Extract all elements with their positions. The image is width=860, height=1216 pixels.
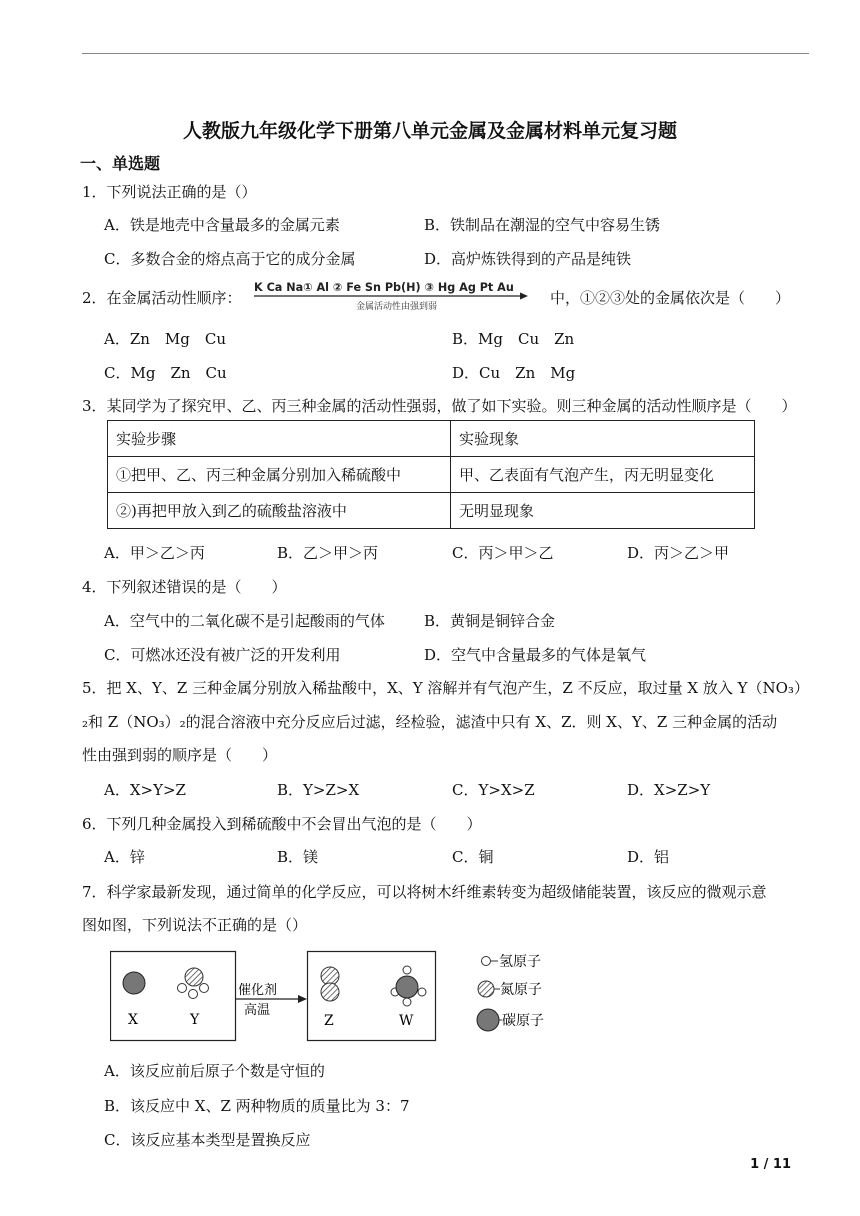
q7-stem-line2: 图如图，下列说法不正确的是（） [82, 916, 308, 934]
q7-option-c[interactable]: C．该反应基本类型是置换反应 [104, 1131, 311, 1149]
q3-option-d[interactable]: D．丙＞乙＞甲 [627, 544, 730, 562]
q6-option-d[interactable]: D．铝 [627, 848, 670, 866]
legend-hydrogen-icon [482, 957, 491, 966]
table-cell: 无明显现象 [451, 493, 755, 529]
q7-option-a[interactable]: A．该反应前后原子个数是守恒的 [104, 1062, 325, 1080]
legend-nitrogen: 氮原子 [500, 982, 542, 998]
q1-option-c[interactable]: C．多数合金的熔点高于它的成分金属 [104, 250, 356, 268]
page-number: 1 / 11 [750, 1157, 791, 1172]
q6-option-a[interactable]: A．锌 [104, 848, 145, 866]
activity-series-caption: 金属活动性由强到弱 [356, 302, 438, 312]
q4-stem: 4．下列叙述错误的是（ ） [82, 578, 287, 596]
document-title: 人教版九年级化学下册第八单元金属及金属材料单元复习题 [182, 120, 677, 142]
q1-option-a[interactable]: A．铁是地壳中含量最多的金属元素 [104, 216, 340, 234]
catalyst-label: 催化剂 [238, 983, 278, 998]
carbon-atom [396, 976, 418, 998]
q4-option-b[interactable]: B．黄铜是铜锌合金 [424, 612, 556, 630]
carbon-atom [123, 972, 145, 994]
hydrogen-atom [178, 984, 187, 993]
q3-option-c[interactable]: C．丙＞甲＞乙 [452, 544, 554, 562]
hydrogen-atom [403, 966, 411, 974]
nitrogen-atom [321, 967, 339, 985]
section-heading: 一、单选题 [80, 154, 161, 173]
q2-stem-suffix: 中，①②③处的金属依次是（ ） [550, 289, 791, 307]
q4-option-a[interactable]: A．空气中的二氧化碳不是引起酸雨的气体 [104, 612, 385, 630]
legend-carbon-icon [477, 1009, 499, 1031]
nitrogen-atom [185, 968, 203, 986]
q7-option-b[interactable]: B．该反应中 X、Z 两种物质的质量比为 3：7 [104, 1097, 410, 1115]
q4-option-d[interactable]: D．空气中含量最多的气体是氧气 [424, 646, 647, 664]
hydrogen-atom [403, 998, 411, 1006]
nitrogen-atom [321, 983, 339, 1001]
activity-series-image [252, 279, 528, 313]
q5-stem-line2: ₂和 Z（NO₃）₂的混合溶液中充分反应后过滤，经检验，滤渣中只有 X、Z．则 X、Y、Z 三种金属的活动 [82, 713, 778, 731]
table-row [108, 493, 755, 529]
table-cell: ①把甲、乙、丙三种金属分别加入稀硫酸中 [108, 457, 451, 493]
q6-option-b[interactable]: B．镁 [277, 848, 319, 866]
q5-option-a[interactable]: A．X>Y>Z [104, 781, 186, 799]
experiment-table [107, 420, 755, 529]
legend-carbon: 碳原子 [502, 1013, 544, 1029]
q6-stem: 6．下列几种金属投入到稀硫酸中不会冒出气泡的是（ ） [82, 815, 482, 833]
table-row [108, 421, 755, 457]
q5-option-d[interactable]: D．X>Z>Y [627, 781, 711, 799]
table-row [108, 457, 755, 493]
q6-option-c[interactable]: C．铜 [452, 848, 494, 866]
hydrogen-atom [418, 988, 426, 996]
label-z: Z [324, 1013, 334, 1029]
header-rule [82, 53, 809, 54]
q4-option-c[interactable]: C．可燃冰还没有被广泛的开发利用 [104, 646, 341, 664]
label-y: Y [190, 1012, 200, 1028]
q1-option-b[interactable]: B．铁制品在潮湿的空气中容易生锈 [424, 216, 661, 234]
activity-series-text: K Ca Na① Al ② Fe Sn Pb(H) ③ Hg Ag Pt Au [254, 281, 514, 294]
q3-option-b[interactable]: B．乙＞甲＞丙 [277, 544, 379, 562]
label-x: X [128, 1012, 138, 1028]
q2-option-c[interactable]: C．Mg Zn Cu [104, 364, 227, 382]
hydrogen-atom [200, 984, 209, 993]
reaction-diagram [110, 950, 580, 1046]
q2-option-b[interactable]: B．Mg Cu Zn [452, 330, 575, 348]
table-header-cell: 实验步骤 [108, 421, 451, 457]
q5-stem-line1: 5．把 X、Y、Z 三种金属分别放入稀盐酸中，X、Y 溶解并有气泡产生，Z 不反应，取过量 X 放入 Y（NO₃） [82, 679, 809, 697]
q3-option-a[interactable]: A．甲＞乙＞丙 [104, 544, 205, 562]
legend-nitrogen-icon [478, 981, 494, 997]
q5-option-c[interactable]: C．Y>X>Z [452, 781, 535, 799]
q2-option-a[interactable]: A．Zn Mg Cu [104, 330, 227, 348]
hydrogen-atom [189, 990, 198, 999]
legend-hydrogen: 氢原子 [499, 954, 541, 970]
q3-stem: 3．某同学为了探究甲、乙、丙三种金属的活动性强弱，做了如下实验。则三种金属的活动性顺序是（ ） [82, 397, 797, 415]
condition-label: 高温 [244, 1003, 271, 1018]
q1-stem: 1．下列说法正确的是（） [82, 183, 257, 201]
q1-option-d[interactable]: D．高炉炼铁得到的产品是纯铁 [424, 250, 632, 268]
table-cell: ②)再把甲放入到乙的硫酸盐溶液中 [108, 493, 451, 529]
q7-stem-line1: 7．科学家最新发现，通过简单的化学反应，可以将树木纤维素转变为超级储能装置，该反应的微观示意 [82, 883, 767, 901]
table-cell: 甲、乙表面有气泡产生，丙无明显变化 [451, 457, 755, 493]
table-header-cell: 实验现象 [451, 421, 755, 457]
q2-stem-prefix: 2．在金属活动性顺序： [82, 289, 242, 307]
q5-option-b[interactable]: B．Y>Z>X [277, 781, 360, 799]
label-w: W [399, 1013, 414, 1029]
q2-option-d[interactable]: D．Cu Zn Mg [452, 364, 576, 382]
q5-stem-line3: 性由强到弱的顺序是（ ） [82, 746, 278, 764]
